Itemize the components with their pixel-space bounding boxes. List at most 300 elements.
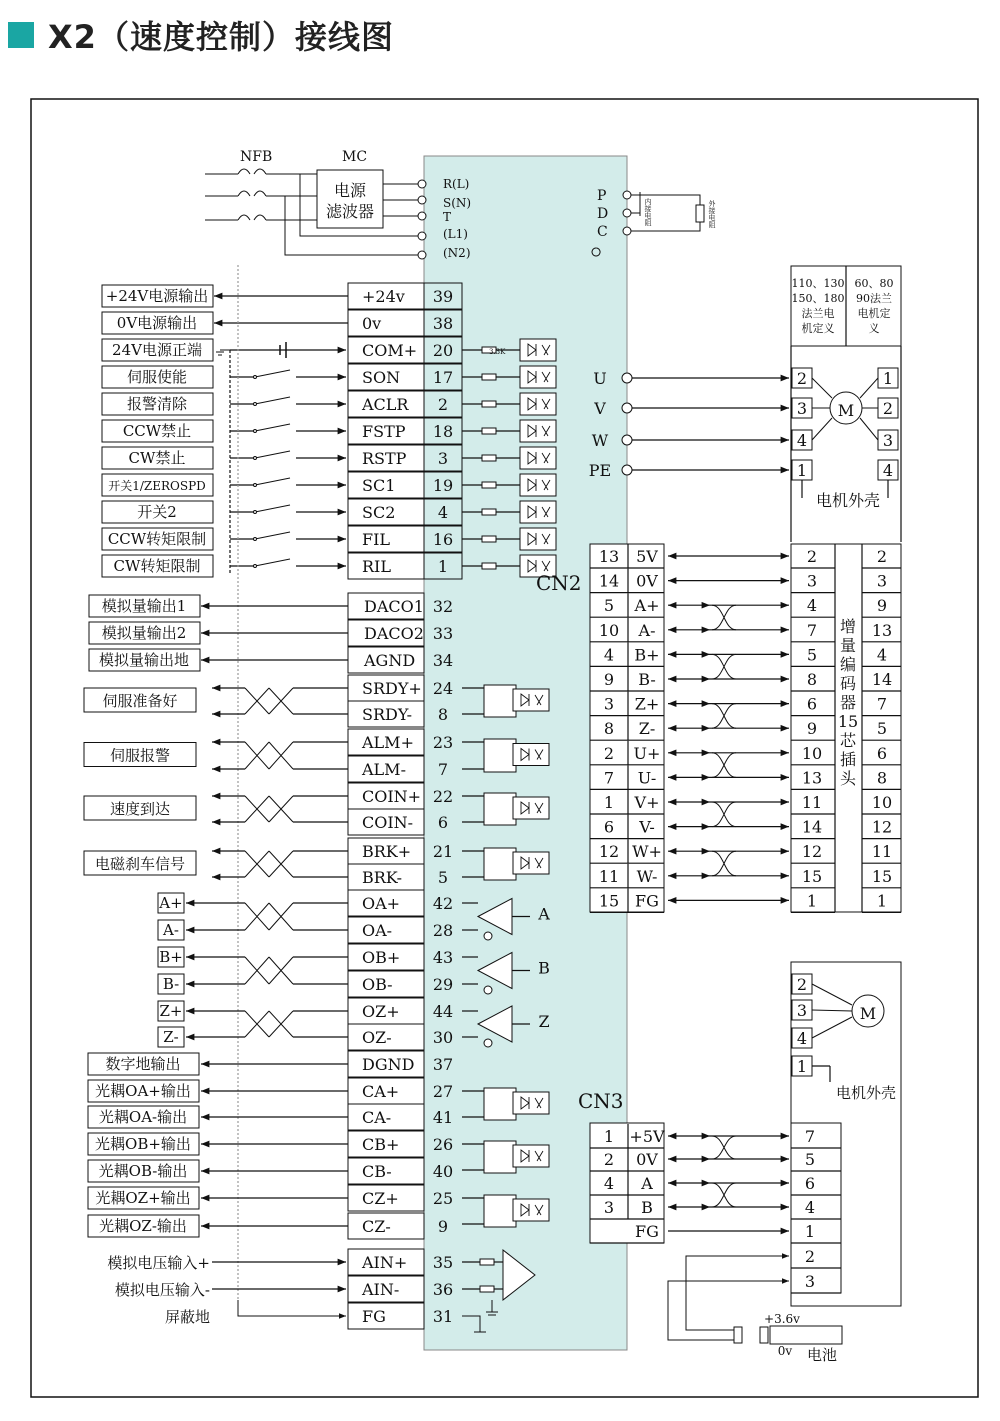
encoder-signal: FG [635,891,659,911]
motor-pin-number: 3 [796,399,808,418]
cn3-pin-number: 4 [603,1174,615,1193]
resistor-value: 3.3K [489,348,506,356]
resistor-icon [480,1259,494,1265]
input-optocoupler-icon [520,474,556,496]
power-terminal-icon [418,180,426,188]
resistor-icon [482,482,496,488]
twisted-pair-icon [245,1011,293,1037]
pin-number: 30 [432,1028,454,1047]
signal-name: +24v [362,287,405,306]
switch-icon [255,559,290,566]
signal-name: SC2 [362,503,396,522]
terminal-r: R(L) [443,177,470,191]
cn3-signal: 0V [636,1150,658,1169]
twisted-pair-icon [712,1183,736,1207]
encoder-signal: A- [638,620,656,640]
cn3-plug-pin: 5 [804,1150,816,1169]
encoder-plug-pin-a: 12 [801,842,823,862]
pin-number: 32 [432,597,454,616]
switch-contact-icon [254,484,257,487]
signal-name: OB- [362,975,393,994]
encoder-pin-number: 6 [603,817,615,837]
cn3-pin-number: 3 [603,1198,615,1217]
pin-number: 9 [437,1217,449,1236]
signal-name: DACO2 [364,624,424,643]
motor-terminal-label: V [594,399,606,418]
encoder-signal: U- [637,768,657,788]
switch-icon [255,478,290,485]
signal-name: ACLR [362,395,409,414]
switch-contact-icon [254,430,257,433]
signal-name: CA- [362,1108,392,1127]
cn3-plug-pin: 1 [804,1222,816,1241]
twisted-pair-icon [245,903,293,930]
encoder-pin-number: 7 [603,768,615,788]
encoder-plug-label: 器 [839,693,857,712]
signal-name: OA+ [362,894,401,913]
resistor-icon [482,428,496,434]
terminal-l1: (L1) [443,227,468,241]
diff-output-label: 速度到达 [109,800,171,818]
pin-number: 1 [437,557,449,576]
pin-number: 27 [432,1082,454,1101]
opto-output-label: 光耦OA-输出 [98,1108,188,1126]
pin-number: 35 [432,1253,454,1272]
pin-number: 31 [432,1307,454,1326]
opto-output-label: 光耦OB-输出 [98,1162,188,1180]
pin-number: 7 [437,760,449,779]
encoder-plug-pin-a: 13 [801,768,823,788]
opto-output-label: 光耦OB+输出 [95,1135,191,1153]
signal-cell [348,310,424,336]
encoder-pin-number: 14 [598,571,620,591]
pin-number: 38 [432,314,454,333]
driver-label: B [538,958,550,978]
motor-pin-number: 4 [796,431,808,450]
cn3-label: CN3 [578,1089,624,1113]
motor-header-left: 150、180 [791,292,845,305]
encoder-signal: W- [636,866,658,886]
signal-name: FIL [362,530,391,549]
encoder-pin-number: 2 [603,743,615,763]
battery-icon [770,1326,842,1344]
pin-number: 16 [432,530,454,549]
switch-contact-icon [254,511,257,514]
encoder-plug-label: 头 [839,769,857,788]
power-terminal-icon [418,212,426,220]
switch-contact-icon [254,376,257,379]
encoder-plug-pin-b: 7 [876,694,888,714]
motor-symbol: M [837,401,855,420]
nfb-label: NFB [240,149,273,165]
twisted-pair-icon [245,796,293,822]
motor-terminal-icon [622,465,632,475]
encoder-label: A- [163,921,179,939]
cn3-signal: B [641,1198,653,1217]
signal-name: OA- [362,921,393,940]
resistor-icon [480,1286,494,1292]
encoder-label: Z+ [159,1002,183,1020]
cn3-signal: FG [635,1222,659,1241]
output-optocoupler-icon [513,744,549,766]
motor-header-right: 义 [868,322,880,335]
encoder-plug-pin-a: 9 [806,719,818,739]
motor-shell-label: 电机外壳 [815,491,881,510]
motor2-pin-number: 2 [796,975,808,994]
terminal-t: T [443,210,452,224]
power-terminal-icon [418,196,426,204]
motor-terminal-icon [622,373,632,383]
cn2-label: CN2 [536,571,582,595]
output-optocoupler-icon [484,793,516,825]
motor2-shell-label: 电机外壳 [835,1084,897,1102]
switch-contact-icon [254,457,257,460]
encoder-plug-pin-a: 14 [801,817,823,837]
output-optocoupler-icon [484,1088,516,1120]
power-terminal-icon [418,251,426,259]
encoder-signal: Z+ [634,694,660,714]
pin-number: 24 [432,679,454,698]
motor-header-right: 60、80 [854,277,894,290]
nfb-breaker-icon [238,169,266,174]
signal-name: COIN- [362,813,414,832]
connector-icon [760,1327,768,1343]
encoder-plug-pin-a: 10 [801,743,823,763]
resistor-icon [482,374,496,380]
analog-output-label: 模拟量输出地 [98,651,190,669]
motor-terminal-label: U [593,369,607,388]
twisted-pair-icon [712,851,736,876]
output-optocoupler-icon [513,1145,549,1167]
external-resistor-label: 外接电阻 [708,200,716,228]
signal-name: 0v [362,314,382,333]
analog-input-label: 模拟电压输入+ [107,1254,210,1272]
driver-label: A [538,904,550,924]
twisted-pair-icon [245,957,293,984]
shield-wire [238,1300,346,1316]
input-optocoupler-icon [520,339,556,361]
pin-number: 43 [432,948,454,967]
input-label: 伺服使能 [126,368,188,386]
signal-name: SC1 [362,476,396,495]
switch-icon [255,532,290,539]
pin-number: 17 [432,368,454,387]
output-optocoupler-icon [484,685,516,717]
pin-number: 26 [432,1135,454,1154]
pin-number: 5 [437,868,449,887]
input-label: 开关1/ZEROSPD [108,479,206,493]
signal-name: FG [362,1307,386,1326]
driver-inverter-icon [484,932,492,940]
encoder-pin-number: 11 [598,866,620,886]
resistor-icon [482,401,496,407]
twisted-pair-icon [712,654,736,679]
twisted-pair-icon [712,1136,736,1159]
signal-name: DGND [362,1055,415,1074]
pin-number: 42 [432,894,454,913]
pin-number: 23 [432,733,454,752]
encoder-label: Z- [163,1028,179,1046]
nfb-breaker-icon [238,215,266,220]
output-optocoupler-icon [484,739,516,772]
encoder-pin-number: 1 [603,793,615,812]
pin-number: 18 [432,422,454,441]
encoder-plug-pin-a: 4 [806,596,818,616]
encoder-plug-pin-b: 1 [876,891,888,911]
connector-icon [734,1327,742,1343]
internal-resistor-label: 内接电阻 [644,198,652,226]
encoder-plug-pin-b: 15 [871,866,893,886]
motor-pin-number: 1 [796,461,808,480]
motor-terminal-icon [622,403,632,413]
encoder-plug-pin-b: 14 [871,670,893,689]
filter-label-2: 滤波器 [326,202,375,221]
driver-label: Z [538,1012,550,1031]
switch-icon [255,505,290,512]
encoder-plug-pin-b: 8 [876,768,888,788]
motor-header-left: 机定义 [801,322,835,335]
internal-resistor-icon [631,192,640,216]
pin-number: 2 [437,395,449,414]
encoder-pin-number: 4 [603,645,615,665]
dgnd-label: 数字地输出 [105,1055,181,1073]
encoder-pin-number: 10 [598,620,620,640]
terminal-d: D [597,206,609,222]
driver-inverter-icon [484,1039,492,1047]
twisted-pair-icon [245,688,293,714]
input-label: 0V电源输出 [116,314,198,332]
resistor-icon [482,536,496,542]
signal-name: COM+ [362,341,418,360]
encoder-plug-label: 量 [839,636,857,655]
resistor-icon [482,455,496,461]
switch-icon [255,451,290,458]
input-optocoupler-icon [520,528,556,550]
signal-name: AIN+ [362,1253,408,1272]
motor-header-left: 110、130 [791,277,845,290]
signal-name: CZ- [362,1217,391,1236]
encoder-plug-pin-a: 1 [806,891,818,911]
switch-icon [255,424,290,431]
encoder-pin-number: 5 [603,596,615,616]
motor-pin-number: 1 [882,369,894,388]
nfb-breaker-icon [238,191,266,196]
encoder-plug-pin-a: 7 [806,620,818,640]
terminal-n2: (N2) [443,246,471,260]
encoder-pin-number: 12 [598,842,620,862]
switch-contact-icon [254,565,257,568]
input-label: +24V电源输出 [105,287,209,305]
encoder-pin-number: 15 [598,891,620,911]
pin-number: 41 [432,1108,454,1127]
diff-output-label: 伺服准备好 [102,692,178,710]
terminal-p: P [597,188,607,204]
encoder-signal: V+ [634,793,660,812]
input-optocoupler-icon [520,393,556,415]
pin-number: 44 [432,1002,454,1021]
pin-number: 3 [437,449,449,468]
encoder-label: A+ [159,894,183,912]
encoder-plug-pin-a: 8 [806,670,818,689]
terminal-c: C [597,224,608,240]
signal-name: SRDY+ [362,679,422,698]
encoder-plug-label: 插 [839,750,857,769]
pin-number: 21 [432,842,454,861]
switch-contact-icon [254,403,257,406]
signal-name: CB- [362,1162,392,1181]
encoder-label: B- [162,975,180,993]
pin-number: 28 [432,921,454,940]
battery-zero-label: 0v [777,1344,793,1358]
signal-name: OZ- [362,1028,392,1047]
encoder-pin-number: 13 [598,547,620,566]
pin-number: 22 [432,787,454,806]
input-label: 报警清除 [126,395,188,413]
driver-inverter-icon [484,986,492,994]
encoder-signal: V- [639,817,655,837]
input-label: CW转矩限制 [113,557,201,575]
pin-number: 37 [432,1055,454,1074]
motor-header-right: 电机定 [857,307,891,320]
opto-output-label: 光耦OA+输出 [95,1082,191,1100]
encoder-plug-pin-b: 13 [871,620,893,640]
resistor-terminal-icon [623,227,631,235]
input-optocoupler-icon [520,366,556,388]
encoder-signal: B- [638,670,656,689]
diff-output-label: 电磁刹车信号 [94,855,186,873]
signal-name: COIN+ [362,787,422,806]
pin-number: 20 [432,341,454,360]
motor2-pin-number: 4 [796,1029,808,1048]
output-optocoupler-icon [484,1195,516,1227]
encoder-plug-label: 码 [839,674,857,693]
encoder-plug-pin-a: 3 [806,571,818,591]
output-optocoupler-icon [513,1199,549,1221]
signal-name: RSTP [362,449,407,468]
motor2-symbol: M [859,1004,877,1023]
encoder-signal: W+ [632,842,662,862]
motor-header-right: 90法兰 [856,292,892,305]
cn3-signal: A [641,1174,653,1193]
pin-number: 8 [437,705,449,724]
input-label: 开关2 [137,503,177,521]
cn3-extra-pin: 2 [804,1247,816,1266]
encoder-plug-label: 芯 [839,731,857,750]
encoder-plug-pin-a: 15 [801,866,823,886]
cn3-signal: +5V [629,1127,665,1146]
motor-pin-number: 4 [882,461,894,480]
opto-output-label: 光耦OZ-输出 [99,1217,187,1235]
encoder-plug-pin-b: 11 [871,842,893,862]
pin-number: 29 [432,975,454,994]
twisted-pair-icon [712,704,736,729]
page-title: X2（速度控制）接线图 [48,18,394,56]
output-optocoupler-icon [484,1141,516,1173]
resistor-terminal-icon [623,209,631,217]
twisted-pair-icon [245,742,293,769]
mc-label: MC [342,149,368,165]
signal-cell [348,1303,424,1329]
analog-input-label: 屏蔽地 [164,1308,210,1326]
input-optocoupler-icon [520,447,556,469]
cn3-plug-pin: 6 [804,1174,816,1193]
encoder-signal: 5V [636,547,658,566]
pin-number: 6 [437,813,449,832]
encoder-pin-number: 8 [603,719,615,739]
signal-name: CA+ [362,1082,400,1101]
input-optocoupler-icon [520,420,556,442]
cn3-pin-number: 1 [603,1127,615,1146]
motor-header-left: 法兰电 [801,307,835,320]
encoder-pin-number: 9 [603,670,615,689]
signal-name: ALM- [362,760,406,779]
twisted-pair-icon [712,802,736,827]
motor-pin-number: 3 [882,431,894,450]
encoder-plug-label: 增 [839,617,857,636]
resistor-icon [482,509,496,515]
encoder-plug-label: 编 [839,655,857,674]
battery-plus-label: +3.6v [764,1312,800,1326]
encoder-plug-label: 15 [837,712,859,731]
twisted-pair-icon [712,605,736,630]
encoder-signal: U+ [633,743,661,763]
analog-input-label: 模拟电压输入- [114,1281,210,1299]
signal-name: CZ+ [362,1189,399,1208]
pin-number: 40 [432,1162,454,1181]
motor-terminal-icon [622,435,632,445]
signal-name: OB+ [362,948,401,967]
signal-name: SRDY- [362,705,413,724]
encoder-plug-pin-b: 6 [876,743,888,763]
encoder-plug-pin-b: 4 [876,645,888,665]
encoder-plug-pin-b: 12 [871,817,893,837]
input-label: 24V电源正端 [112,341,202,359]
external-resistor-icon [696,205,704,222]
pin-number: 36 [432,1280,454,1299]
pin-number: 39 [432,287,454,306]
cn3-extra-pin: 3 [804,1272,816,1291]
twisted-pair-icon [245,851,293,877]
input-label: CCW转矩限制 [107,530,207,548]
signal-name: SON [362,368,401,387]
signal-name: RIL [362,557,391,576]
motor2-pin-number: 3 [796,1001,808,1020]
analog-output-label: 模拟量输出1 [101,597,187,615]
encoder-plug-pin-b: 9 [876,596,888,616]
signal-name: AGND [364,651,416,670]
external-resistor-wire [631,195,700,231]
motor-pin-number: 2 [796,369,808,388]
motor-terminal-label: W [591,431,609,450]
encoder-pin-number: 3 [603,694,615,714]
encoder-plug-pin-b: 3 [876,571,888,591]
opto-output-label: 光耦OZ+输出 [95,1189,191,1207]
switch-icon [255,397,290,404]
signal-name: CB+ [362,1135,400,1154]
encoder-plug-pin-b: 5 [876,719,888,739]
input-label: CW禁止 [128,449,186,467]
terminal-s: S(N) [443,196,472,210]
encoder-signal: A+ [634,596,660,616]
pin-number: 4 [437,503,449,522]
switch-contact-icon [254,538,257,541]
pin-number: 25 [432,1189,454,1208]
pin-number: 34 [432,651,454,670]
switch-icon [255,370,290,377]
cn3-plug-pin: 7 [804,1127,816,1146]
pin-number: 33 [432,624,454,643]
motor-terminal-label: PE [588,461,612,480]
